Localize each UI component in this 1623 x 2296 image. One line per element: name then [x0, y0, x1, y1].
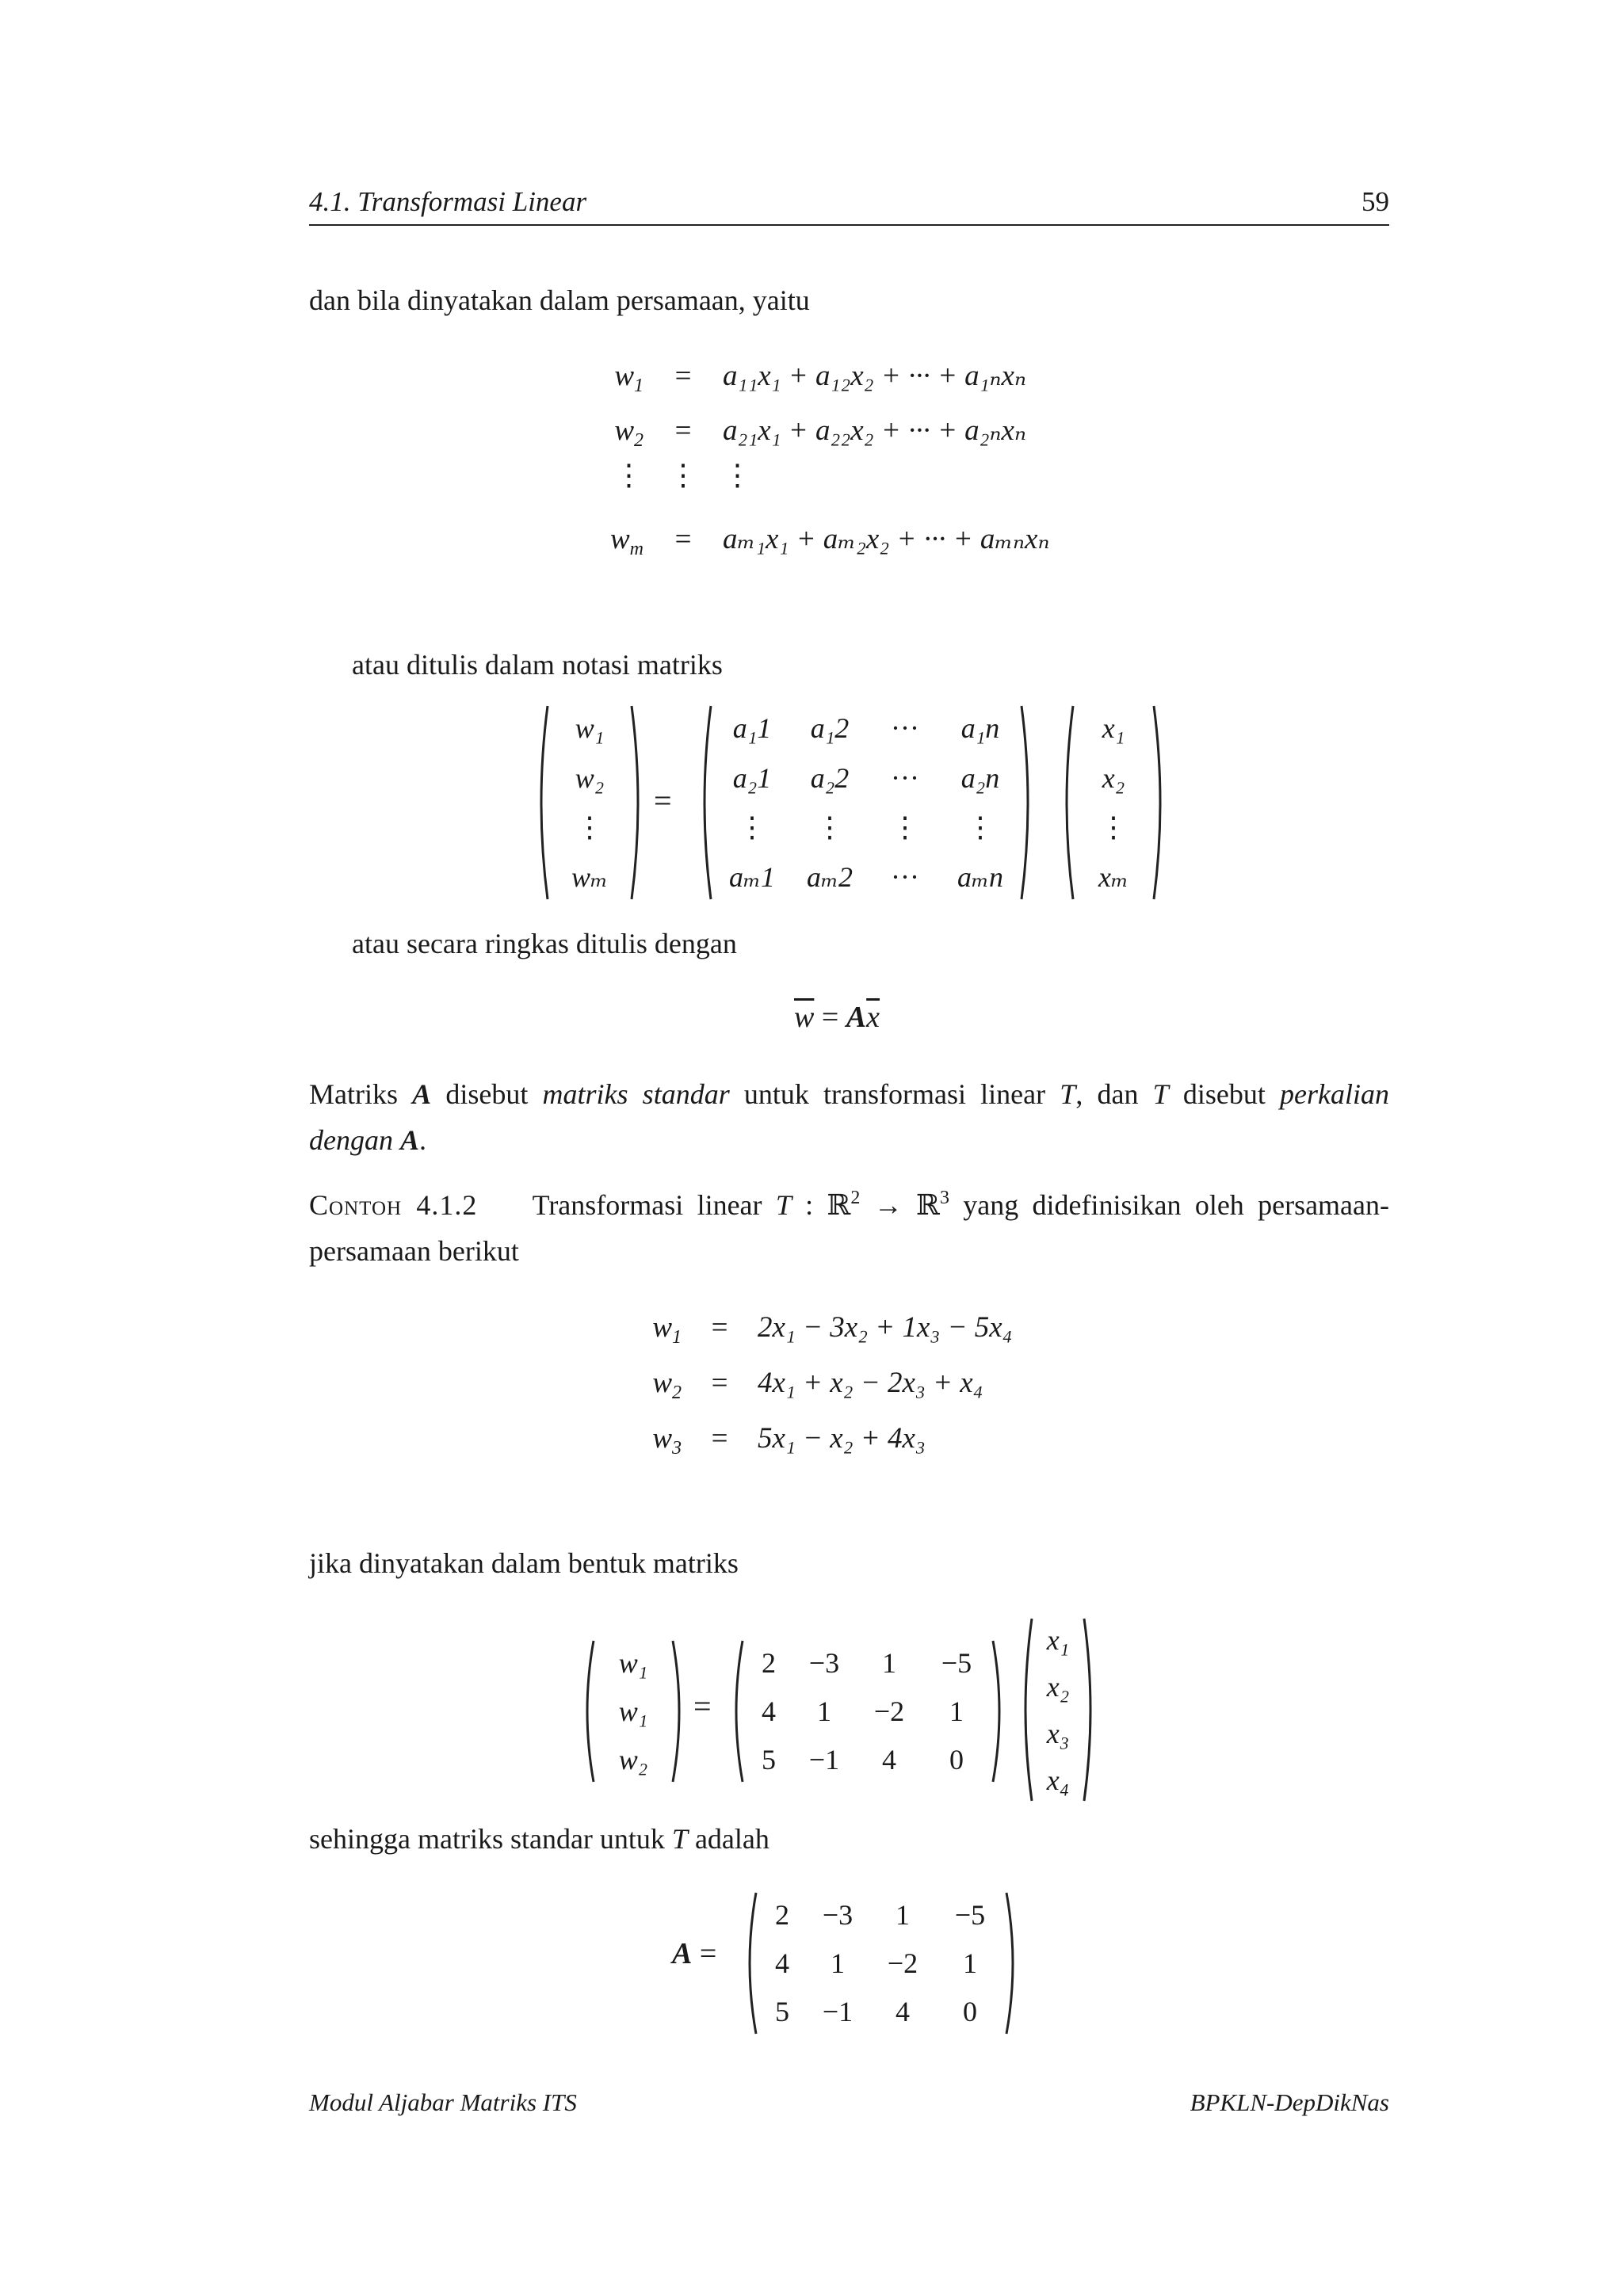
matrix-cell: a₂n: [960, 761, 1000, 794]
matrix-cell: w₁: [618, 1695, 648, 1727]
matrix-cell: a₂1: [732, 761, 772, 794]
matrix-cell: −3: [808, 1646, 840, 1679]
matrix-cell: ···: [891, 761, 919, 794]
equation-row: $w_2$ = a₂₁x₁ + a₂₂x₂ + ··· + a₂ₙxₙ: [614, 414, 1026, 451]
matrix-cell: w₂: [618, 1744, 648, 1776]
equation-row: $w_3$ = 5x₁ − x₂ + 4x₃: [652, 1422, 926, 1459]
concise-equation: $\overline{w} = A\overline{x}$: [794, 1001, 880, 1034]
matrix-cell: ⋮: [891, 811, 919, 844]
footer-right: BPKLN-DepDikNas: [1190, 2088, 1389, 2116]
right-paren: [991, 1638, 1008, 1784]
matrix-cell: 5: [775, 1996, 789, 2028]
right-paren: [1151, 704, 1169, 902]
matrix-cell: −3: [822, 1898, 854, 1931]
matrix-cell: 4: [775, 1947, 789, 1979]
w-bar: $\overline{w}$: [794, 1001, 815, 1034]
matrix-cell: aₘ1: [728, 860, 776, 893]
matrix-A: A: [846, 1001, 867, 1034]
right-paren: [1082, 1616, 1099, 1803]
matrix-cell: −5: [954, 1898, 986, 1931]
matrix-cell: 1: [817, 1695, 831, 1727]
matrix-cell: w₁: [618, 1646, 648, 1679]
w-vector-matrix-2: [579, 1638, 688, 1784]
concise-text: atau secara ringkas ditulis dengan: [352, 928, 737, 959]
footer-left: Modul Aljabar Matriks ITS: [309, 2088, 577, 2116]
example-label: Contoh 4.1.2: [309, 1189, 478, 1221]
running-header-section: 4.1. Transformasi Linear: [309, 186, 587, 217]
equation-row-ellipsis: ⋮ ⋮ ⋮: [614, 460, 752, 492]
equals-sign: =: [654, 783, 672, 818]
matrix-cell: aₘn: [957, 860, 1004, 893]
left-paren: [579, 1638, 596, 1784]
matrix-cell: a₁n: [960, 712, 1000, 745]
matrix-cell: 5: [762, 1744, 776, 1776]
left-paren: [533, 704, 550, 902]
equation-row: $w_m$ = aₘ₁x₁ + aₘ₂x₂ + ··· + aₘₙxₙ: [609, 523, 1050, 559]
coefficient-matrix-2: [727, 1638, 1008, 1784]
equation-row: $w_1$ = 2x₁ − 3x₂ + 1x₃ − 5x₄: [652, 1311, 1013, 1348]
matrix-notation-text: atau ditulis dalam notasi matriks: [352, 649, 723, 681]
matrix-cell: 1: [831, 1947, 845, 1979]
definition-paragraph: Matriks A disebut matriks standar untuk transformasi linear T, dan T disebut perkalian dengan A.: [309, 1078, 1389, 1156]
left-paren: [741, 1890, 758, 2036]
w-vector-matrix: [533, 704, 647, 902]
intro-text: dan bila dinyatakan dalam persamaan, yaitu: [309, 284, 810, 316]
matrix-cell: −1: [808, 1744, 840, 1776]
matrix-cell: −5: [941, 1646, 972, 1679]
matrix-cell: ⋮: [1099, 811, 1128, 844]
matrix-cell: wₘ: [571, 860, 609, 893]
matrix-cell: ···: [891, 860, 919, 893]
matrix-cell: x₁: [1046, 1623, 1070, 1656]
page-number: 59: [1361, 186, 1389, 217]
left-paren: [727, 1638, 745, 1784]
term-perkalian: perkalian: [1280, 1078, 1389, 1110]
matrix-cell: ···: [891, 712, 919, 745]
right-paren: [1019, 704, 1037, 902]
left-paren: [1058, 704, 1075, 902]
matrix-cell: 2: [762, 1646, 776, 1679]
right-paren: [629, 704, 647, 902]
term-matriks-standar: matriks standar: [542, 1078, 730, 1110]
standard-matrix-text: sehingga matriks standar untuk T adalah: [309, 1823, 769, 1855]
left-paren: [696, 704, 713, 902]
matrix-cell: 4: [882, 1744, 896, 1776]
matrix-cell: ⋮: [815, 811, 844, 844]
matrix-cell: x₁: [1102, 712, 1125, 745]
equals-sign: =: [693, 1688, 712, 1724]
matrix-cell: w₂: [575, 761, 605, 794]
x-vector-matrix: [1058, 704, 1169, 902]
matrix-cell: x₄: [1046, 1764, 1070, 1796]
matrix-cell: 0: [949, 1744, 964, 1776]
matrix-cell: a₁1: [732, 712, 772, 745]
matrix-cell: w₁: [575, 712, 605, 745]
equation-row: $w_1$ = a₁₁x₁ + a₁₂x₂ + ··· + a₁ₙxₙ: [614, 360, 1026, 396]
matrix-cell: 2: [775, 1898, 789, 1931]
matrix-A-label: A =: [672, 1937, 717, 1970]
matrix-cell: 0: [963, 1996, 977, 2028]
matrix-cell: xₘ: [1098, 860, 1129, 893]
right-paren: [1004, 1890, 1022, 2036]
matrix-cell: −1: [822, 1996, 854, 2028]
matrix-cell: 4: [762, 1695, 776, 1727]
example-paragraph: Contoh 4.1.2 Transformasi linear T : ℝ$^2$ → ℝ$^3$ yang didefinisikan oleh persamaan- persamaan berikut: [309, 1188, 1390, 1267]
standard-matrix-A: [741, 1890, 1022, 2036]
matrix-cell: x₂: [1102, 761, 1125, 794]
header-rule: [309, 224, 1389, 226]
matrix-cell: 1: [882, 1646, 896, 1679]
matrix-cell: 1: [949, 1695, 964, 1727]
matrix-cell: 1: [963, 1947, 977, 1979]
coefficient-matrix: [696, 704, 1037, 902]
matrix-cell: x₂: [1046, 1670, 1070, 1703]
x-bar: $\overline{x}$: [866, 1001, 880, 1034]
matrix-cell: −2: [873, 1695, 905, 1727]
x-vector-matrix-2: [1017, 1616, 1099, 1803]
left-paren: [1017, 1616, 1034, 1803]
matrix-cell: a₂2: [810, 761, 850, 794]
matrix-cell: ⋮: [575, 811, 604, 844]
matrix-cell: 1: [896, 1898, 910, 1931]
matrix-cell: ⋮: [738, 811, 766, 844]
matrix-cell: aₘ2: [806, 860, 854, 893]
matrix-form-text: jika dinyatakan dalam bentuk matriks: [309, 1547, 739, 1579]
matrix-cell: −2: [887, 1947, 918, 1979]
matrix-cell: x₃: [1046, 1717, 1070, 1749]
right-paren: [670, 1638, 688, 1784]
matrix-cell: a₁2: [810, 712, 850, 745]
equation-row: $w_2$ = 4x₁ + x₂ − 2x₃ + x₄: [652, 1367, 983, 1403]
matrix-cell: ⋮: [966, 811, 995, 844]
matrix-cell: 4: [896, 1996, 910, 2028]
